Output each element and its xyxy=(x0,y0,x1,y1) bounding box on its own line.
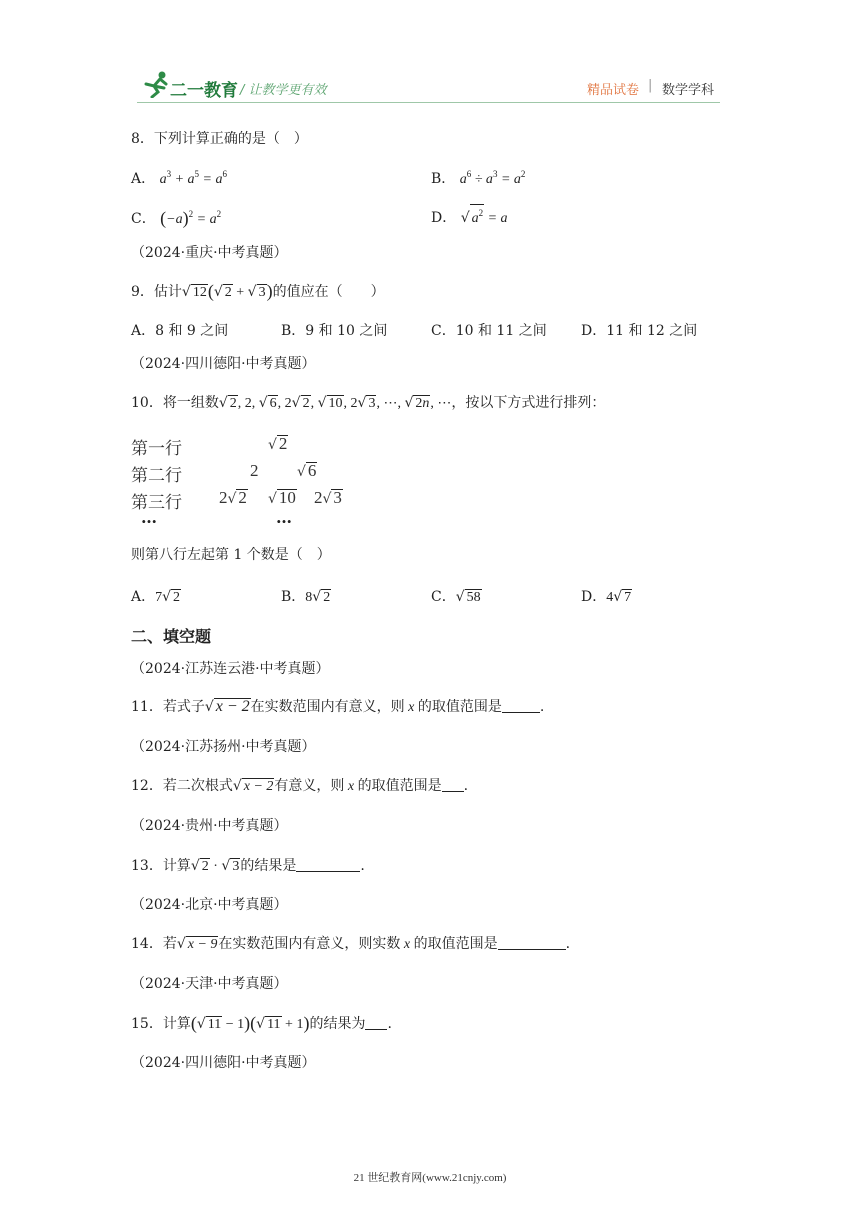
footer: 21 世纪教育网(www.21cnjy.com) xyxy=(353,1172,507,1184)
q14-stem: 14．若√ x − 9在实数范围内有意义，则实数 x 的取值范围是 . xyxy=(131,936,571,952)
q10-option-b: B．8√ 2 xyxy=(281,589,331,605)
row-2-label: 第二行 xyxy=(131,466,182,486)
option-label: B． xyxy=(431,171,456,187)
tag-subject: 数学学科 xyxy=(662,83,715,98)
section-title-fill-in: 二、填空题 xyxy=(131,627,212,646)
source-q11: （2024·江苏连云港·中考真题） xyxy=(131,661,330,677)
q9-option-b: B．9 和 10 之间 xyxy=(281,323,388,339)
header-separator: | xyxy=(648,78,653,93)
answer-blank xyxy=(365,1015,387,1030)
row-dots-mid: … xyxy=(276,508,292,527)
row-2-value-1: 2 xyxy=(250,461,259,480)
source-q9: （2024·重庆·中考真题） xyxy=(131,245,288,261)
q8-option-a xyxy=(131,164,227,190)
answer-blank xyxy=(502,698,540,713)
row-3-value-1: 2√ 2 xyxy=(219,488,247,507)
header-rule xyxy=(137,102,720,103)
answer-blank xyxy=(296,857,360,872)
q8-option-b xyxy=(431,164,525,190)
q8-stem: 8．下列计算正确的是（ ） xyxy=(131,131,308,147)
q10-option-c: C．√ 58 xyxy=(431,589,481,605)
slogan: / 让教学更有效 xyxy=(240,83,327,98)
answer-blank xyxy=(442,777,464,792)
q10-question: 则第八行左起第 1 个数是（ ） xyxy=(131,547,331,563)
answer-blank xyxy=(498,935,566,950)
q9-option-d: D．11 和 12 之间 xyxy=(581,323,698,339)
option-label: A． xyxy=(131,171,156,187)
q8-d-expr: √ $a^2 = a$ xyxy=(461,211,508,226)
q9-expr: √ 12(√ 2 + √ 3) xyxy=(181,281,273,301)
q8-option-d xyxy=(431,204,508,229)
q10-option-a: A．7√ 2 xyxy=(131,589,181,605)
q13-stem: 13．计算√ 2 · √ 3的结果是 . xyxy=(131,858,365,874)
q10-sequence: √ 2, 2, √ 6, 2√ 2, √ 10, 2√ 3, ⋯, √ 2n, ⋯ xyxy=(218,395,452,411)
q8-a-expr: $a^3 + a^5 = a^6$ xyxy=(159,169,227,187)
q10-stem: 10．将一组数√ 2, 2, √ 6, 2√ 2, √ 10, 2√ 3, ⋯, √ 2n, ⋯，按以下方式进行排列： xyxy=(131,395,606,411)
tag-premium: 精品试卷 xyxy=(587,83,640,98)
row-1-value: √ 2 xyxy=(268,434,288,453)
q10-option-d: D．4√ 7 xyxy=(581,589,632,605)
runner-logo-icon xyxy=(140,70,172,98)
option-label: C． xyxy=(131,211,156,227)
q12-stem: 12．若二次根式√ x − 2有意义，则 x 的取值范围是 . xyxy=(131,778,469,794)
row-3-label: 第三行 xyxy=(131,493,182,513)
row-3-value-3: 2√ 3 xyxy=(314,488,342,507)
source-q10: （2024·四川德阳·中考真题） xyxy=(131,356,316,372)
q9-stem: 9．估计√ 12(√ 2 + √ 3)的值应在（ ） xyxy=(131,281,385,301)
q15-stem: 15．计算(√ 11 − 1)(√ 11 + 1)的结果为 . xyxy=(131,1013,392,1033)
source-q15: （2024·天津·中考真题） xyxy=(131,976,288,992)
source-q12: （2024·江苏扬州·中考真题） xyxy=(131,739,316,755)
q9-option-a: A．8 和 9 之间 xyxy=(131,323,229,339)
q8-option-c xyxy=(131,204,221,230)
logo-text: 二一教育 xyxy=(170,81,238,101)
row-dots-left: … xyxy=(141,508,157,527)
source-q16: （2024·四川德阳·中考真题） xyxy=(131,1055,316,1071)
q11-stem: 11．若式子√ x − 2在实数范围内有意义，则 x 的取值范围是 . xyxy=(131,698,545,715)
q8-c-expr: $(-a)^2 = a^2$ xyxy=(160,208,222,228)
source-q13: （2024·贵州·中考真题） xyxy=(131,818,288,834)
row-2-value-2: √ 6 xyxy=(297,461,317,480)
q8-b-expr: $a^6 \div a^3 = a^2$ xyxy=(459,169,526,187)
source-q14: （2024·北京·中考真题） xyxy=(131,897,288,913)
row-3-value-2: √ 10 xyxy=(268,488,296,507)
q9-option-c: C．10 和 11 之间 xyxy=(431,323,547,339)
row-1-label: 第一行 xyxy=(131,439,182,459)
option-label: D． xyxy=(431,210,457,226)
